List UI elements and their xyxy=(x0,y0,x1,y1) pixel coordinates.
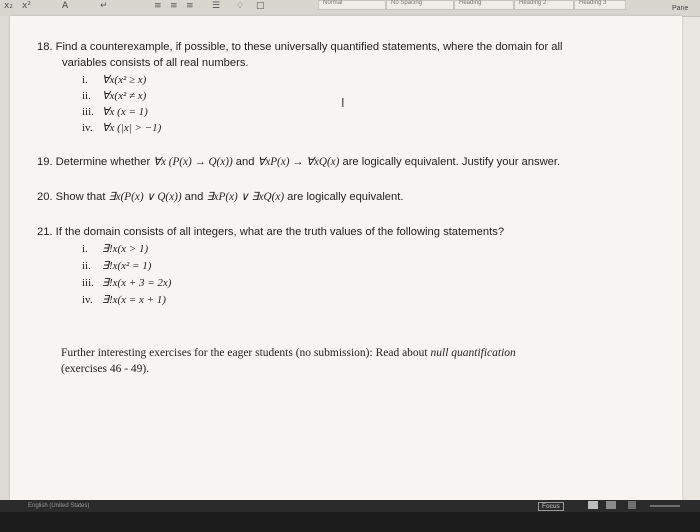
align-center-icon[interactable]: ≡ xyxy=(170,1,178,11)
style-no-spacing[interactable]: No Spacing xyxy=(386,0,454,10)
subscript-icon[interactable]: x₂ xyxy=(4,1,13,11)
q21-item-iv: iv. ∃!x(x = x + 1) xyxy=(82,294,166,306)
q21-item-ii: ii. ∃!x(x² = 1) xyxy=(82,260,152,272)
zoom-slider[interactable] xyxy=(650,505,680,507)
q18-item-ii: ii. ∀x(x² ≠ x) xyxy=(82,90,147,102)
question-21: 21. If the domain consists of all integers, what are the truth values of the following statements? xyxy=(37,226,505,238)
align-right-icon[interactable]: ≡ xyxy=(186,1,194,11)
print-layout-view-icon[interactable] xyxy=(588,501,598,509)
question-19: 19. Determine whether ∀x (P(x) → Q(x)) and ∀xP(x) → ∀xQ(x) are logically equivalent. Justify your answer. xyxy=(37,156,561,168)
paragraph-mark-icon[interactable]: ↵ xyxy=(100,1,108,11)
further-exercises-note xyxy=(61,345,516,377)
question-20: 20. Show that ∃x(P(x) ∨ Q(x)) and ∃xP(x) ∨ ∃xQ(x) are logically equivalent. xyxy=(37,191,404,203)
q18-item-iv: iv. ∀x (|x| > −1) xyxy=(82,122,162,134)
dock-area xyxy=(0,512,700,532)
question-number: 18. xyxy=(37,41,53,53)
superscript-icon[interactable]: x² xyxy=(22,1,31,11)
further-line1: Further interesting exercises for the eager students (no submission): Read about null quantification xyxy=(61,347,516,359)
style-heading[interactable]: Heading xyxy=(454,0,514,10)
q21-item-iii: iii. ∃!x(x + 3 = 2x) xyxy=(82,277,172,289)
language-indicator[interactable]: English (United States) xyxy=(28,503,90,509)
styles-pane-button[interactable]: Pane xyxy=(672,5,689,12)
question-18-line2: variables consists of all real numbers. xyxy=(62,57,249,69)
question-text: Find a counterexample, if possible, to these universally quantified statements, where the domain for all xyxy=(55,41,563,53)
align-left-icon[interactable]: ≡ xyxy=(154,1,162,11)
q18-item-iii: iii. ∀x (x = 1) xyxy=(82,106,148,118)
focus-mode-button[interactable]: Focus xyxy=(538,502,564,511)
zoom-out-icon[interactable] xyxy=(628,501,636,509)
text-cursor-icon: I xyxy=(341,96,345,110)
null-quantification-term: null quantification xyxy=(430,347,516,359)
question-18 xyxy=(37,40,563,54)
borders-icon[interactable]: □ xyxy=(256,1,265,11)
style-heading-2[interactable]: Heading 2 xyxy=(514,0,574,10)
ribbon-toolbar xyxy=(0,0,700,17)
web-layout-view-icon[interactable] xyxy=(606,501,616,509)
font-color-icon[interactable]: A xyxy=(62,1,69,11)
left-margin-area xyxy=(0,16,10,500)
style-heading-3[interactable]: Heading 3 xyxy=(574,0,626,10)
shading-icon[interactable]: ♢ xyxy=(236,1,245,11)
further-line2: (exercises 46 - 49). xyxy=(61,363,150,375)
line-spacing-icon[interactable]: ☰ xyxy=(212,1,221,11)
q18-item-i: i. ∀x(x² ≥ x) xyxy=(82,74,147,86)
style-normal[interactable]: Normal xyxy=(318,0,386,10)
q21-item-i: i. ∃!x(x > 1) xyxy=(82,243,149,255)
